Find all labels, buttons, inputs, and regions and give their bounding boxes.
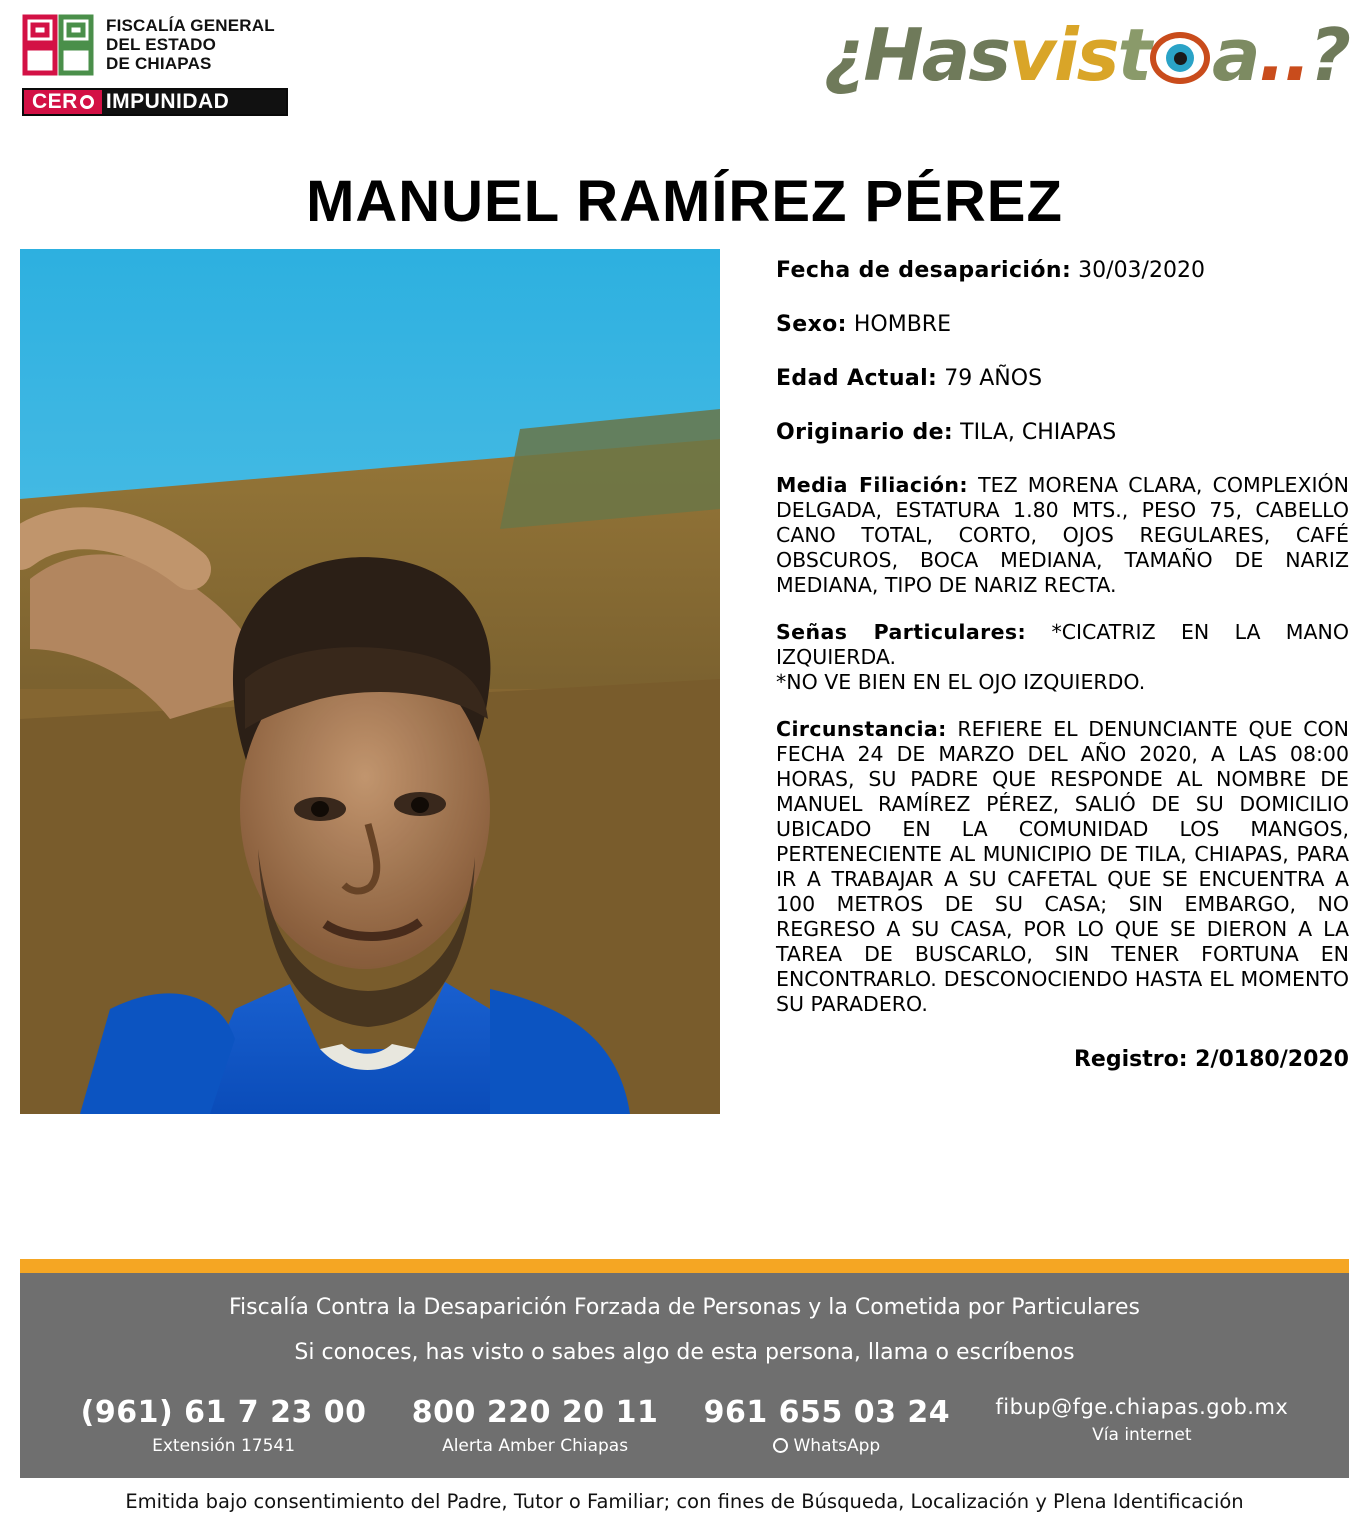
poster-body xyxy=(0,249,1369,1114)
circunstancia-value: REFIERE EL DENUNCIANTE QUE CON FECHA 24 DE MARZO DEL AÑO 2020, A LAS 08:00 HORAS, SU PADRE QUE RESPONDE AL NOMBRE DE MANUEL RAMÍREZ PÉREZ, SALIÓ DE SU DOMICILIO UBICADO EN LA COMUNIDAD LOS MANGOS, PERTENECIENTE AL MUNICIPIO DE TILA, CHIAPAS, PARA IR A TRABAJAR A SU CAFETAL QUE SE ENCUENTRA A 100 METROS DE SU CASA; SIN EMBARGO, NO REGRESO A SU CASA, POR LO QUE SE DIERON A LA TAREA DE BUSCARLO, SIN TENER FORTUNA EN ENCONTRARLO. DESCONOCIENDO HASTA EL MOMENTO SU PARADERO. xyxy=(776,717,1349,1016)
contact-amber-sub: Alerta Amber Chiapas xyxy=(442,1435,629,1456)
footer-call-to-action: Si conoces, has visto o sabes algo de esta persona, llama o escríbenos xyxy=(294,1339,1075,1365)
poster-header xyxy=(0,0,1369,150)
filiacion-value: TEZ MORENA CLARA, COMPLEXIÓN DELGADA, ESTATURA 1.80 MTS., PESO 75, CABELLO CANO TOTAL, CORTO, OJOS REGULARES, CAFÉ OBSCUROS, BOCA MEDIANA, TAMAÑO DE NARIZ MEDIANA, TIPO DE NARIZ RECTA. xyxy=(776,473,1349,597)
greca-icon xyxy=(22,14,94,76)
has-visto-slogan xyxy=(823,13,1349,97)
contact-whatsapp-number[interactable]: 961 655 03 24 xyxy=(703,1394,951,1430)
field-fecha-desaparicion xyxy=(776,257,1349,285)
missing-person-photo xyxy=(20,249,720,1114)
cero-impunidad-badge xyxy=(22,88,288,116)
field-edad-actual xyxy=(776,365,1349,393)
footer-office-name: Fiscalía Contra la Desaparición Forzada de Personas y la Cometida por Particulares xyxy=(229,1294,1140,1320)
fiscalia-line-3: DE CHIAPAS xyxy=(106,54,212,73)
contact-amber[interactable] xyxy=(412,1395,659,1456)
sexo-label: Sexo: xyxy=(776,312,847,337)
whatsapp-icon xyxy=(773,1438,788,1453)
page-title: MANUEL RAMÍREZ PÉREZ xyxy=(306,169,1063,234)
slogan-vis: vis xyxy=(1009,13,1118,97)
contact-whatsapp-sub: WhatsApp xyxy=(793,1435,881,1456)
originario-value: TILA, CHIAPAS xyxy=(960,420,1117,445)
field-sexo xyxy=(776,311,1349,339)
senas-label: Señas Particulares: xyxy=(776,620,1027,644)
filiacion-label: Media Filiación: xyxy=(776,473,968,497)
originario-label: Originario de: xyxy=(776,420,954,445)
impunidad-label: IMPUNIDAD xyxy=(102,90,286,114)
field-circunstancia xyxy=(776,717,1349,1017)
field-media-filiacion xyxy=(776,473,1349,598)
fecha-label: Fecha de desaparición: xyxy=(776,258,1072,283)
slogan-t: t xyxy=(1117,13,1150,97)
contact-phone-main-sub: Extensión 17541 xyxy=(152,1435,296,1456)
field-originario xyxy=(776,419,1349,447)
slogan-q-close: ? xyxy=(1309,13,1349,97)
senas-value: *CICATRIZ EN LA MANO IZQUIERDA. xyxy=(776,620,1349,669)
cero-text: CER xyxy=(32,90,78,113)
fiscalia-logo xyxy=(22,14,275,76)
slogan-q-open: ¿ xyxy=(823,13,864,97)
contact-phone-main-number[interactable]: (961) 61 7 23 00 xyxy=(80,1394,367,1430)
contacts-row xyxy=(30,1395,1339,1465)
contact-whatsapp[interactable] xyxy=(704,1395,951,1459)
zero-ring-icon xyxy=(80,95,94,109)
fiscalia-line-2: DEL ESTADO xyxy=(106,35,216,54)
contact-amber-number[interactable]: 800 220 20 11 xyxy=(411,1394,659,1430)
contact-email-address[interactable]: fibup@fge.chiapas.gob.mx xyxy=(995,1394,1289,1419)
slogan-a: a xyxy=(1211,13,1259,97)
edad-value: 79 AÑOS xyxy=(944,366,1043,391)
footer-contact-block xyxy=(20,1273,1349,1479)
contact-email[interactable] xyxy=(995,1395,1288,1445)
senas-value-2: *NO VE BIEN EN EL OJO IZQUIERDO. xyxy=(776,670,1146,694)
sexo-value: HOMBRE xyxy=(853,312,951,337)
circunstancia-label: Circunstancia: xyxy=(776,717,947,741)
field-senas-particulares xyxy=(776,620,1349,695)
contact-whatsapp-sub-wrap xyxy=(773,1436,880,1456)
footer-legal-note: Emitida bajo consentimiento del Padre, Tutor o Familiar; con fines de Búsqueda, Localización y Plena Identificación xyxy=(20,1478,1349,1515)
edad-label: Edad Actual: xyxy=(776,366,938,391)
registro-number: Registro: 2/0180/2020 xyxy=(1073,1047,1349,1072)
poster-footer xyxy=(20,1259,1349,1516)
details-panel xyxy=(720,249,1349,1072)
footer-accent-bar xyxy=(20,1259,1349,1273)
fiscalia-line-1: FISCALÍA GENERAL xyxy=(106,16,275,35)
slogan-has: Has xyxy=(863,13,1010,97)
fecha-value: 30/03/2020 xyxy=(1078,258,1205,283)
slogan-dots: .. xyxy=(1258,13,1310,97)
fiscalia-name xyxy=(106,14,275,73)
cero-label xyxy=(24,90,102,114)
contact-phone-main[interactable] xyxy=(81,1395,367,1456)
eye-icon xyxy=(1150,26,1212,88)
contact-email-sub: Vía internet xyxy=(1092,1424,1192,1445)
